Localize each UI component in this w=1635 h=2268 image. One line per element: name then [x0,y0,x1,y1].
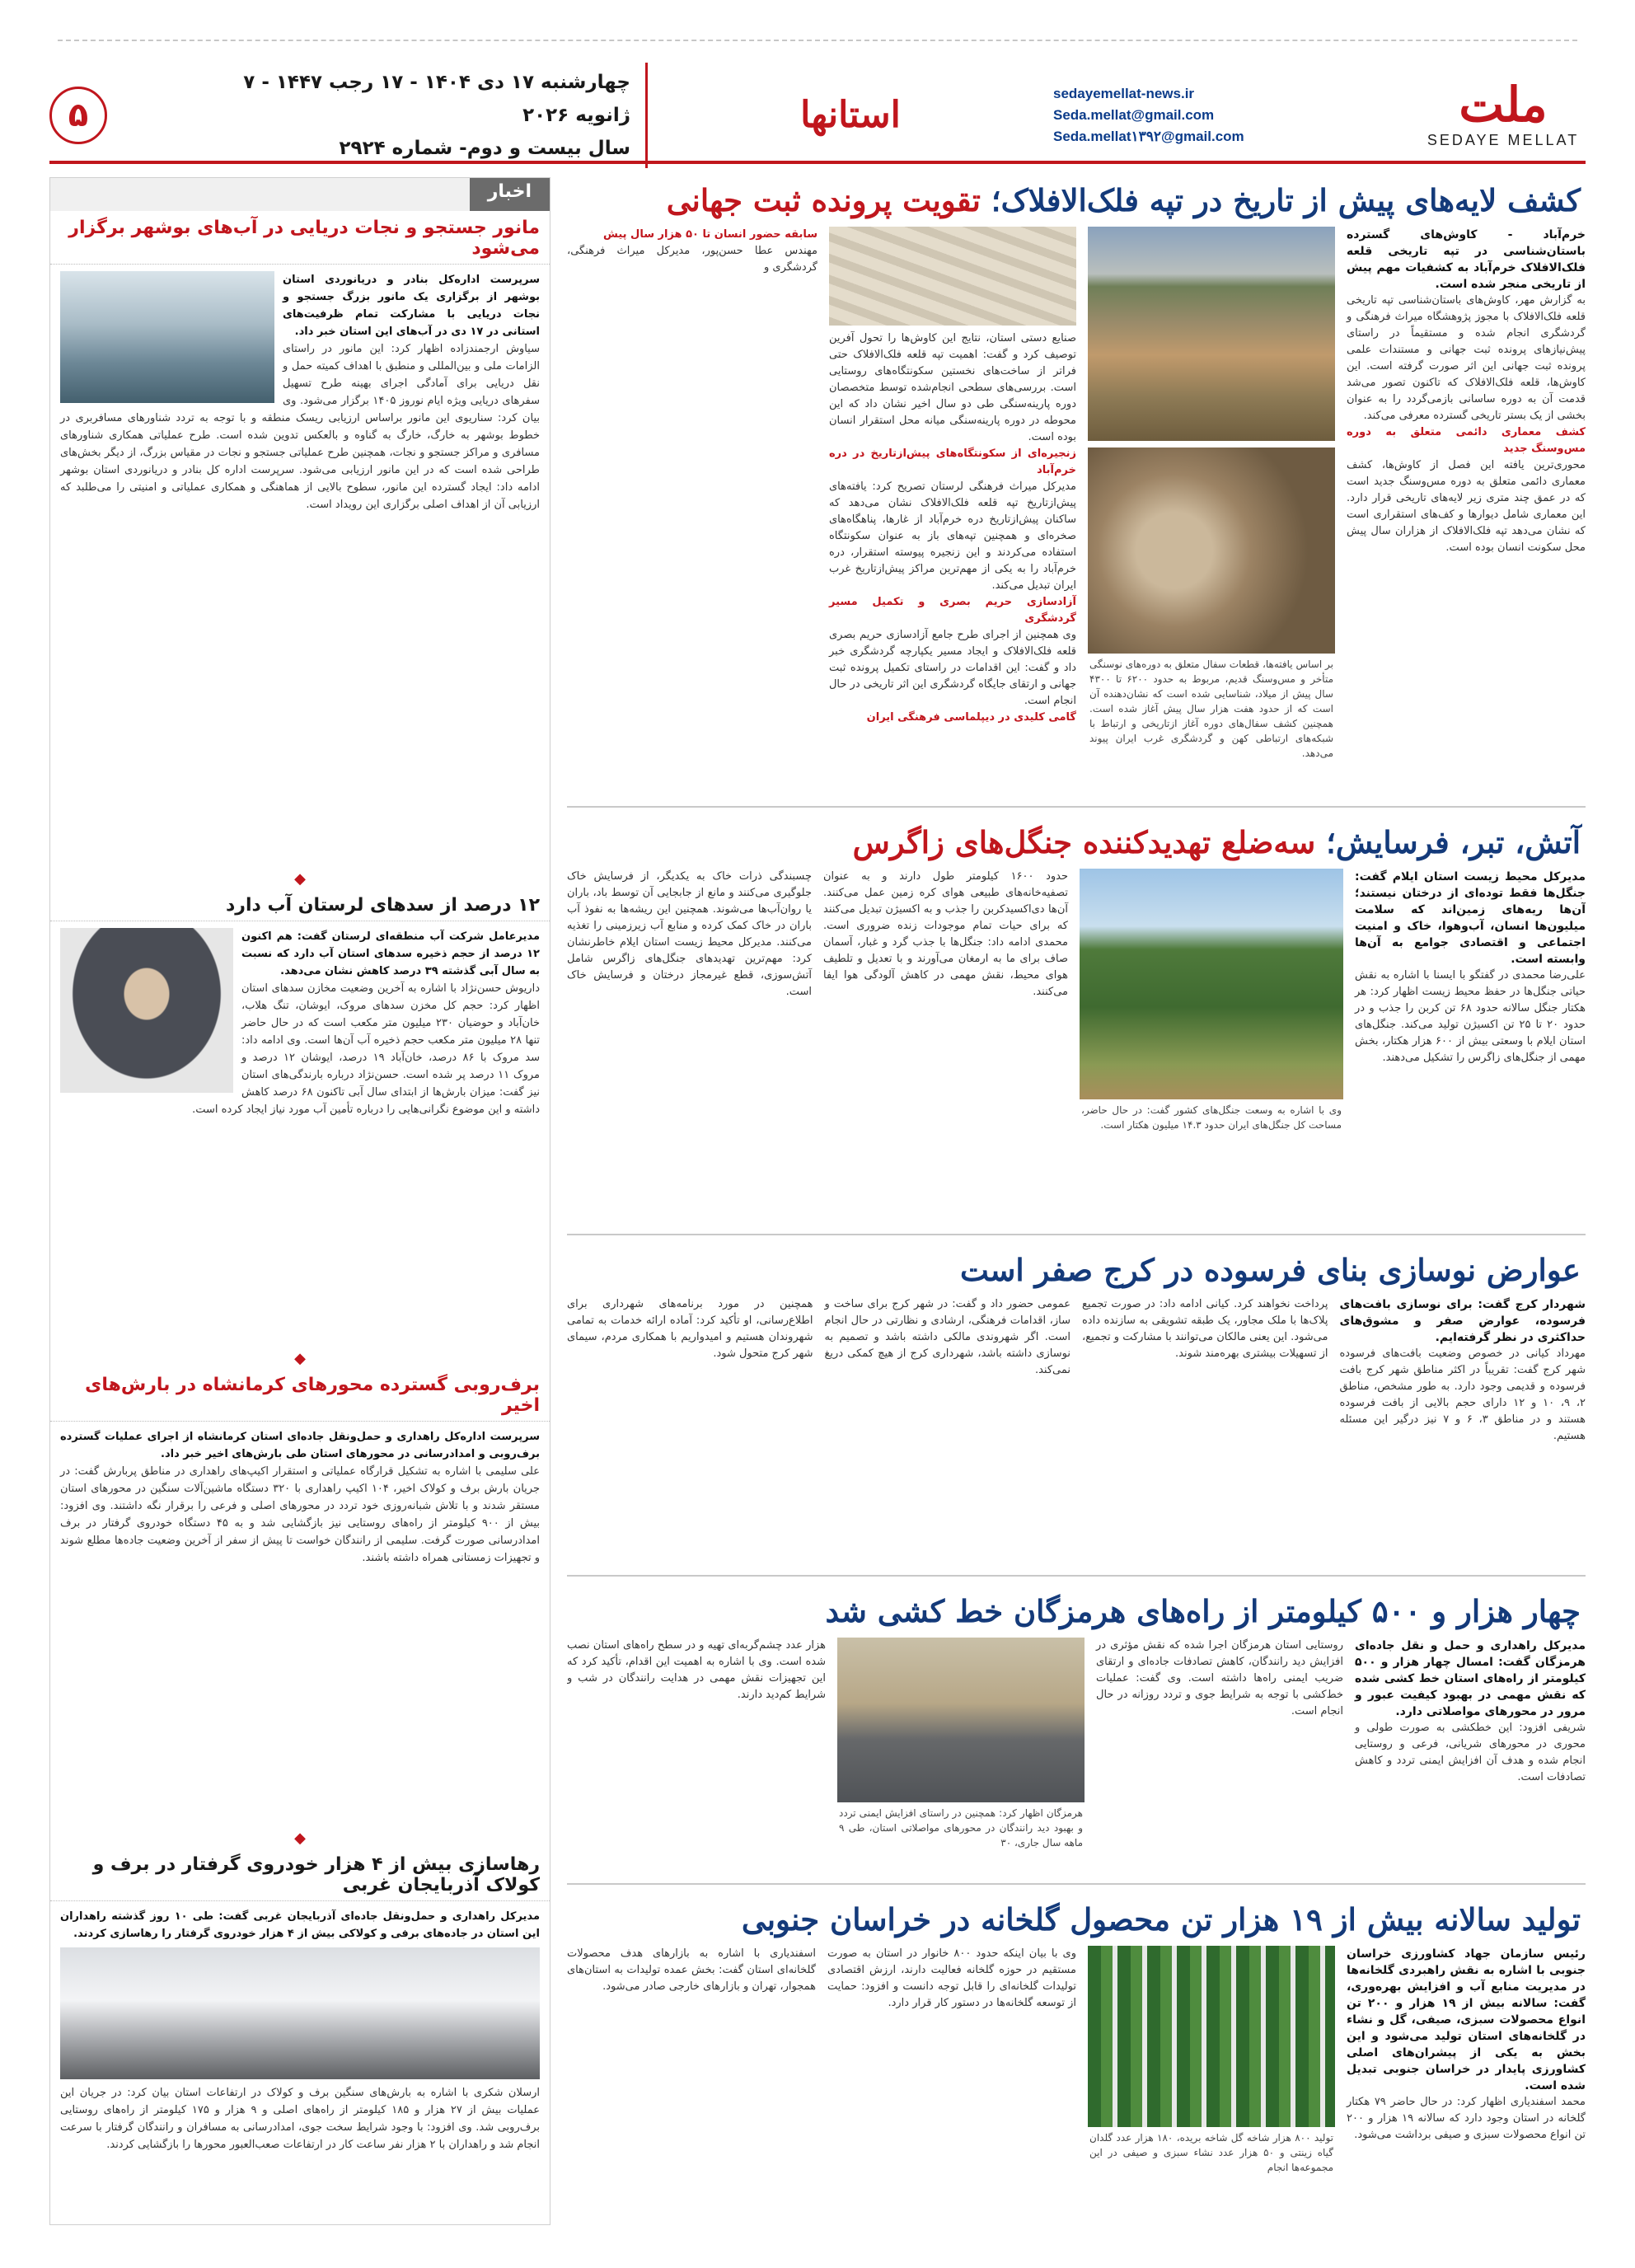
article-text: مدیرکل میراث فرهنگی لرستان تصریح کرد: یافته‌های پیش‌ازتاریخ تپه قلعه فلک‌الافلاک نشان می‌دهد که ساکنان پیش‌ازتاریخ دره خرم‌آباد از غارها، پناهگاه‌های صخره‌ای و همچنین تپه‌های باز به عنوان سکونتگاه استفاده می‌کردند و این زنجیره پیوسته استقرار، دره خرم‌آباد را به یکی از مهم‌ترین مراکز پیش‌ازتاریخ غرب ایران تبدیل می‌کند. [829,480,1076,592]
photo-bones [829,227,1076,326]
title-part-b: تقویت پرونده ثبت جهانی [666,182,981,218]
article-hormozgan-roads [567,1588,1586,1885]
sidebar-item-lead: سرپرست اداره‌کل راهداری و حمل‌ونقل جاده‌ای استان کرمانشاه از اجرای عملیات گسترده برف‌روبی و امدادرسانی در محورهای استان طی بارش‌های اخیر خبر داد. [60,1431,540,1460]
article-text: به گزارش مهر، کاوش‌های باستان‌شناسی تپه تاریخی قلعه فلک‌الافلاک با مجوز پژوهشگاه میراث فرهنگی و گردشگری انجام شده و مستقیماً در راستای پیش‌نیاز‌های پرونده ثبت جهانی و مستندات علمی پرونده ثبت جهانی این اثر صورت گرفته است. این کاوش‌ها، قلعه فلک‌الافلاک که تاکنون تصور می‌شد قدمت آن به دوره ساسانی بازمی‌گردد را به عنوان بخشی از یک بستر تاریخی گسترده معرفی می‌کند. [1347,294,1586,422]
photo-official-portrait [60,928,233,1093]
article-col-3: اسفندیاری با اشاره به بازارهای هدف محصولات گلخانه‌ای استان گفت: بخش عمده تولیدات به استان‌های همجوار، تهران و بازارهای خارجی صادر می‌شود. [567,1947,816,1993]
sidebar-item-lead: سرپرست اداره‌کل بنادر و دریانوردی استان بوشهر از برگزاری یک مانور بزرگ جستجو و نجات دریایی با مشارکت تمام ظرفیت‌های استانی در ۱۷ دی در آب‌های این استان خبر داد. [283,274,540,338]
header-rule [49,161,1586,164]
article-text: مهرداد کیانی در خصوص وضعیت بافت‌های فرسوده شهر کرج گفت: تقریباً در اکثر مناطق شهر کرج بافت فرسوده و قدیمی وجود دارد. به طور مشخص، مناطق ۲، ۹، ۱۰ و ۱۲ دارای حجم بالایی از بافت فرسوده هستند و در مناطق ۳، ۶ و ۷ نیز درگیر این مسئله هستیم. [1339,1347,1586,1442]
article-col-3 [567,227,818,795]
article-photo-col [1088,1946,1335,2218]
article-falak-ol-aflak [567,177,1586,808]
sidebar-item-title[interactable]: مانور جستجو و نجات دریایی در آب‌های بوشهر برگزار می‌شود [50,211,550,265]
article-title: تولید سالانه بیش از ۱۹ هزار تن محصول گلخانه در خراسان جنوبی [741,1901,1581,1938]
logo-subtitle: SEDAYE MELLAT [1427,132,1580,148]
article-col-1 [1355,869,1586,1223]
photo-caption: هرمزگان اظهار کرد: همچنین در راستای افزایش ایمنی تردد و بهبود دید رانندگان در محورهای مواصلاتی استان، طی ۹ ماهه سال جاری، ۳۰ [839,1807,1083,1849]
article-col-3: هزار عدد چشم‌گربه‌ای تهیه و در سطح راه‌های استان نصب شده است. وی با اشاره به اهمیت این اقدام، تأکید کرد که این تجهیزات نقش مهمی در هدایت رانندگان در شب و شرایط کم‌دید دارند. [567,1639,826,1701]
sidebar-item [50,888,550,1350]
article-zagros-forests [567,819,1586,1235]
sidebar-item [50,211,550,870]
news-sidebar [49,177,550,2225]
article-lead: رئیس سازمان جهاد کشاورزی خراسان جنوبی با اشاره به نقش راهبردی گلخانه‌ها در مدیریت منابع آب و افزایش بهره‌وری، گفت: سالانه بیش از ۱۹ هزار و ۲۰۰ تن انواع محصولات سبزی، صیفی، گل و نشاء در گلخانه‌های استان تولید می‌شود و این بخش به یکی از پیشران‌های اصلی کشاورزی پایدار در خراسان جنوبی تبدیل شده است. [1347,1947,1586,2092]
issue-info [203,63,648,168]
article-lead: شهردار کرج گفت: برای نوسازی بافت‌های فرسوده، عوارض صفر و مشوق‌های حداکثری در نظر گرفته‌ایم. [1339,1298,1586,1344]
article-text: علی‌رضا محمدی در گفتگو با ایسنا با اشاره به نقش حیاتی جنگل‌ها در حفظ محیط زیست اظهار کرد: هر هکتار جنگل سالانه حدود ۶۸ تن کربن را جذب و در حدود ۲۰ تا ۲۵ تن اکسیژن تولید می‌کند. جنگل‌های استان ایلام با وسعتی بیش از ۶۰۰ هزار هکتار، بخش مهمی از جنگل‌های زاگرس را تشکیل می‌دهند. [1355,969,1586,1064]
article-text: وی همچنین از اجرای طرح جامع آزادسازی حریم بصری قلعه فلک‌الافلاک و ایجاد مسیر یکپارچه گردشگری خبر داد و گفت: این اقدامات در راستای تکمیل پرونده ثبت جهانی و ارتقای جایگاه گردشگری این اثر تاریخی در حال انجام است. [828,629,1076,707]
photo-road-marking [837,1638,1085,1802]
article-photos-col [1088,227,1335,795]
page-number: ۵ [49,87,107,144]
sidebar-item-body: ارسلان شکری با اشاره به بارش‌های سنگین برف و کولاک در ارتفاعات استان بیان کرد: در جریان این عملیات بیش از ۲۷ هزار و ۱۸۵ کیلومتر از راه‌های اصلی و ۹ هزار و ۱۷۵ کیلومتر از راه‌های روستایی برف‌روبی شد. وی افزود: با وجود شرایط سخت جوی، امدادرسانی به مسافران و رانندگان گرفتار با سرعت انجام شد و راهداران با ۲ هزار نفر ساعت کار در ارتفاعات صعب‌العبور محورها را بازگشایی کردند. [60,2087,541,2151]
article-greenhouse [567,1896,1586,2225]
separator-icon: ◆ [294,1830,306,1847]
date-line: چهارشنبه ۱۷ دی ۱۴۰۴ - ۱۷ رجب ۱۴۴۷ - ۷ ژانویه ۲۰۲۶ [243,71,630,126]
sidebar-item-body: علی سلیمی با اشاره به تشکیل قرارگاه عملیاتی و استقرار اکیپ‌های راهداری در مناطق پربارش گفت: در جریان بارش برف و کولاک اخیر، ۱۰۴ اکیپ راهداری با ۳۲۰ دستگاه ماشین‌آلات سنگین در محورهای استان مستقر شدند و با تلاش شبانه‌روزی خود تردد در محورهای اصلی و فرعی را برقرار نگه داشتند. وی افزود: بیش از ۹۰۰ کیلومتر از راه‌های روستایی نیز بازگشایی شد و به ۴۵ دستگاه خودروی گرفتار در برف امدادرسانی صورت گرفت. سلیمی از رانندگان خواست تا پیش از سفر از آخرین وضعیت جاده‌ها مطلع شوند و تجهیزات زمستانی همراه داشته باشند. [60,1465,541,1564]
masthead [49,71,1586,159]
sidebar-tab-label: اخبار [470,178,550,211]
sidebar-item-lead: مدیرعامل شرکت آب منطقه‌ای لرستان گفت: هم اکنون ۱۲ درصد از حجم ذخیره سدهای استان آب دارد که نسبت به سال آبی گذشته ۳۹ درصد کاهش نشان می‌دهد. [241,930,540,977]
photo-caption: سابقه حضور انسان تا ۵۰ هزار سال پیش [602,228,818,241]
photo-caption: تولید ۸۰۰ هزار شاخه گل شاخه بریده، ۱۸۰ هزار عدد گلدان گیاه زینتی و ۵۰ هزار عدد نشاء سبزی و صیفی در این مجموعه‌ها انجام [1089,2132,1333,2173]
article-col-2 [829,227,1076,795]
article-text: شریفی افزود: این خطکشی به صورت طولی و محوری در محورهای شریانی، فرعی و روستایی انجام شده و هدف آن افزایش ایمنی تردد و کاهش تصادفات است. [1355,1722,1586,1783]
article-title [567,177,1586,227]
article-col-2: وی با بیان اینکه حدود ۸۰۰ خانوار در استان به صورت مستقیم در حوزه گلخانه فعالیت دارند، ارزش اقتصادی تولیدات گلخانه‌ای را قابل توجه دانست و افزود: حمایت از توسعه گلخانه‌ها در دستور کار قرار دارد. [827,1947,1076,2009]
article-lead: مدیرکل محیط زیست استان ایلام گفت: جنگل‌ها فقط توده‌ای از درختان نیستند؛ آن‌ها ریه‌های زمین‌اند که سلامت میلیون‌ها انسان، آب‌وهوا، خاک و امنیت اجتماعی و اقتصادی جوامع به آن‌ها وابسته است. [1355,870,1586,966]
sidebar-item-title[interactable]: برف‌روبی گسترده محورهای کرمانشاه در بارش‌های اخیر [50,1368,550,1422]
contact-block [1053,83,1325,148]
article-col-2: حدود ۱۶۰۰ کیلومتر طول دارند و به عنوان تصفیه‌خانه‌های طبیعی هوای کره زمین عمل می‌کنند. آن‌ها دی‌اکسیدکربن را جذب و به اکسیژن تبدیل می‌کنند که برای حیات تمام موجودات زنده ضروری است. محمدی ادامه داد: جنگل‌ها با جذب گرد و غبار، آسمان صاف برای ما به ارمغان می‌آورند و با تعدیل و تلطیف هوای محیط، نقش مهمی در کاهش آلودگی هوا ایفا می‌کنند. [823,870,1068,998]
photo-greenhouse [1088,1946,1335,2127]
article-karaj-renovation [567,1247,1586,1577]
title-part-b: سه‌ضلع تهدیدکننده جنگل‌های زاگرس [852,824,1316,860]
article-title: چهار هزار و ۵۰۰ کیلومتر از راه‌های هرمزگان خط کشی شد [825,1593,1581,1629]
article-lead: مدیرکل راهداری و حمل و نقل جاده‌ای هرمزگان گفت: امسال چهار هزار و ۵۰۰ کیلومتر از راه‌های استان خط کشی شده که نقش مهمی در بهبود کیفیت عبور و مرور در محورهای مواصلاتی دارد. [1355,1639,1586,1718]
article-lead: خرم‌آباد - کاوش‌های گسترده باستان‌شناسی در تپه تاریخی قلعه فلک‌الافلاک خرم‌آباد به کشفیات مهم پیش از تاریخی منجر شده است. [1347,228,1586,291]
logo-mark: ملت [1459,77,1548,133]
article-text: محوری‌ترین یافته این فصل از کاوش‌ها، کشف معماری دائمی متعلق به دوره مس‌وسنگ جدید است که در عمق چند متری زیر لایه‌های تاریخی قرار دارد. این معماری شامل دیوارها و کف‌های استقراری است که نشان می‌دهد تپه فلک‌الافلاک از هزاران سال پیش محل سکونت انسان بوده است. [1347,459,1586,554]
photo-excavation [1088,448,1335,654]
article-subhead: آزادسازی حریم بصری و تکمیل مسیر گردشگری [829,596,1076,625]
article-subhead: کشف معماری دائمی متعلق به دوره مس‌وسنگ جدید [1347,426,1586,455]
article-title: عوارض نوسازی بنای فرسوده در کرج صفر است [960,1252,1581,1288]
article-col-2: روستایی استان هرمزگان اجرا شده که نقش مؤثری در افزایش دید رانندگان، کاهش تصادفات جاده‌ای و ارتقای ضریب ایمنی راه‌ها داشته است. وی گفت: عملیات خط‌کشی با توجه به شرایط جوی و تردد روزانه در حال انجام است. [1096,1639,1343,1717]
title-part-a: آتش، تبر، فرسایش؛ [1315,824,1581,860]
article-text: بر اساس یافته‌ها، قطعات سفال متعلق به دوره‌های نوسنگی متأخر و مس‌وسنگ قدیم، مربوط به حدود ۶۲۰۰ تا ۴۳۰۰ سال پیش از میلاد، شناسایی شده است که نشان‌دهنده آن است که از حدود هفت هزار سال پیش آغاز شده است. همچنین کشف سفال‌های دوره آغاز ازتاریخی و ارتباط با شبکه‌های ارتباطی کهن و گردشگری غرب ایران پیوند می‌دهد. [1089,658,1333,759]
sidebar-item-title[interactable]: ۱۲ درصد از سدهای لرستان آب دارد [50,888,550,921]
article-col-1 [1347,1946,1586,2218]
article-title [567,819,1586,869]
separator-icon: ◆ [294,1350,306,1367]
email-2[interactable]: Seda.mellat۱۳۹۲@gmail.com [1053,128,1244,144]
photo-snow-road [60,1947,540,2079]
top-dashed-rule [58,40,1577,41]
photo-forest [1080,869,1343,1099]
article-col-3: چسبندگی ذرات خاک به یکدیگر، از فرسایش خاک جلوگیری می‌کنند و مانع از جابجایی آن توسط باد، باران یا روان‌آب‌ها می‌شوند. همچنین این ریشه‌ها به نفوذ آب باران در خاک کمک کرده و منابع آب زیرزمینی را تغذیه می‌کنند. مدیرکل محیط زیست استان ایلام خاطرنشان کرد: مهم‌ترین تهدیدهای جنگل‌های زاگرس شامل آتش‌سوزی، قطع غیرمجاز درختان و فرسایش خاک است. [567,870,812,998]
article-subhead: گامی کلیدی در دیپلماسی فرهنگی ایران [866,711,1076,724]
photo-sea-rescue [60,271,274,403]
article-col-3: عمومی حضور داد و گفت: در شهر کرج برای ساخت و ساز، اقدامات فرهنگی، ارشادی و نظارتی در حال انجام است. اگر شهروندی مالکی داشته باشد و تصمیم به نوسازی داشته باشد، شهرداری کرج از هیچ کمکی دریغ نمی‌کند. [824,1298,1070,1376]
issue-line: سال بیست و دوم- شماره ۲۹۲۴ [339,137,630,159]
sidebar-item [50,1368,550,1830]
article-photo-col [1080,869,1343,1223]
article-col-4: همچنین در مورد برنامه‌های شهرداری برای اطلاع‌رسانی، او تأکید کرد: آماده ارائه خدمات به تمامی شهروندان هستیم و امیدواریم با همکاری مردم، سیمای شهر کرج متحول شود. [567,1298,813,1360]
photo-caption: مهندس عطا حسن‌پور، مدیرکل میراث فرهنگی، گردشگری و [567,245,818,274]
article-col-1 [1355,1638,1586,1877]
main-column [567,177,1586,2225]
site-url[interactable]: sedayemellat-news.ir [1053,85,1195,101]
sidebar-item-body: داریوش حسن‌نژاد با اشاره به آخرین وضعیت مخازن سدهای استان اظهار کرد: حجم کل مخزن سدهای مروک، ایوشان، تنگ هلاب، خان‌آباد و حوضیان ۲۳۰ میلیون متر مکعب است که در حال حاضر تنها ۲۸ میلیون متر مکعب حجم ذخیره آب آن‌ها است. وی ادامه داد: سد مروک با ۸۶ درصد، خان‌آباد ۱۹ درصد، ایوشان ۱۲ درصد و مروک ۱۱ درصد پر شده است. حسن‌نژاد درباره بارندگی‌های استان نیز گفت: میزان بارش‌ها از ابتدای سال آبی تاکنون ۶۸ درصد کاهش داشته و این موضوع نگرانی‌هایی را درباره تأمین آب مورد نیاز ایجاد کرده است. [192,982,541,1116]
photo-caption: وی با اشاره به وسعت جنگل‌های کشور گفت: در حال حاضر، مساحت کل جنگل‌های ایران حدود ۱۴.۳ میلیون هکتار است. [1081,1104,1342,1131]
title-part-a: کشف لایه‌های پیش از تاریخ در تپه فلک‌الافلاک؛ [980,182,1581,218]
article-photo-col [837,1638,1085,1877]
sidebar-item-title[interactable]: رهاسازی بیش از ۴ هزار خودروی گرفتار در برف و کولاک آذربایجان غربی [50,1848,550,1901]
sidebar-tab [50,178,550,211]
photo-citadel [1088,227,1335,441]
separator-icon: ◆ [294,870,306,888]
article-col-2: پرداخت نخواهند کرد. کیانی ادامه داد: در صورت تجمیع پلاک‌ها با ملک مجاور، یک طبقه تشویقی به سازنده داده می‌شود. این یعنی مالکان می‌توانند با مشارکت و تجمیع، از تسهیلات بیشتری بهره‌مند شوند. [1082,1298,1328,1360]
sidebar-item-lead: مدیرکل راهداری و حمل‌ونقل جاده‌ای آذربایجان غربی گفت: طی ۱۰ روز گذشته راهداران این استان در جاده‌های برفی و کولاکی بیش از ۴ هزار خودروی گرفتار را رهاسازی کردند. [60,1910,541,1940]
section-title: استانها [800,94,901,136]
article-text: محمد اسفندیاری اظهار کرد: در حال حاضر ۷۹ هکتار گلخانه در استان وجود دارد که سالانه ۱۹ هزار و ۲۰۰ تن انواع محصولات سبزی و صیفی برداشت می‌شود. [1347,2096,1586,2141]
article-col-1 [1340,1296,1586,1568]
sidebar-item [50,1848,550,2225]
email-1[interactable]: Seda.mellat@gmail.com [1053,106,1215,123]
article-col-1 [1347,227,1586,795]
article-subhead: زنجیره‌ای از سکونتگاه‌های پیش‌ازتاریخ در دره خرم‌آباد [829,448,1076,476]
sidebar-item-body: سیاوش ارجمندزاده اظهار کرد: این مانور در راستای الزامات ملی و بین‌المللی و منطبق با اهداف کمیته حمل و نقل دریایی برای آمادگی اجرای بهینه طرح تسهیل سفرهای دریایی ویژه ایام نوروز ۱۴۰۵ برگزار می‌شود. وی بیان کرد: سناریوی این مانور براساس ارزیابی ریسک منطقه و با توجه به تردد شناورهای مسافربری در خطوط بوشهر به خارگ، خارگ به گناوه و بالعکس تدوین شده است. طرح عملیاتی همکاری شناورهای مسافری و مراکز جستجو و نجات، همچنین طرح عملیاتی جستجو و نجات در مقیاس بزرگ، از دیگر بخش‌های طراحی شده است که در این مانور ارزیابی می‌شود. سرپرست اداره کل بنادر و دریانوردی استان بوشهر ادامه داد: ایجاد گسترده این مانور، سطوح بالایی از هماهنگی و همکاری عملیاتی و امنیتی را می‌طلبد که ارزیابی آن از اهداف اصلی برگزاری این رویداد است. [60,343,540,511]
article-text: صنایع دستی استان، نتایج این کاوش‌ها را تحول آفرین توصیف کرد و گفت: اهمیت تپه قلعه فلک‌الافلاک حتی فراتر از ساخت‌های نخستین سکونتگاه‌های روستایی است. بررسی‌های سطحی انجام‌شده توسط متخصصان دوره پارینه‌سنگی طی دو سال اخیر نشان داد که این محوطه در دوره پارینه‌سنگی میانه محل استقرار انسان بوده است. [829,332,1076,443]
newspaper-logo[interactable] [1421,78,1586,152]
